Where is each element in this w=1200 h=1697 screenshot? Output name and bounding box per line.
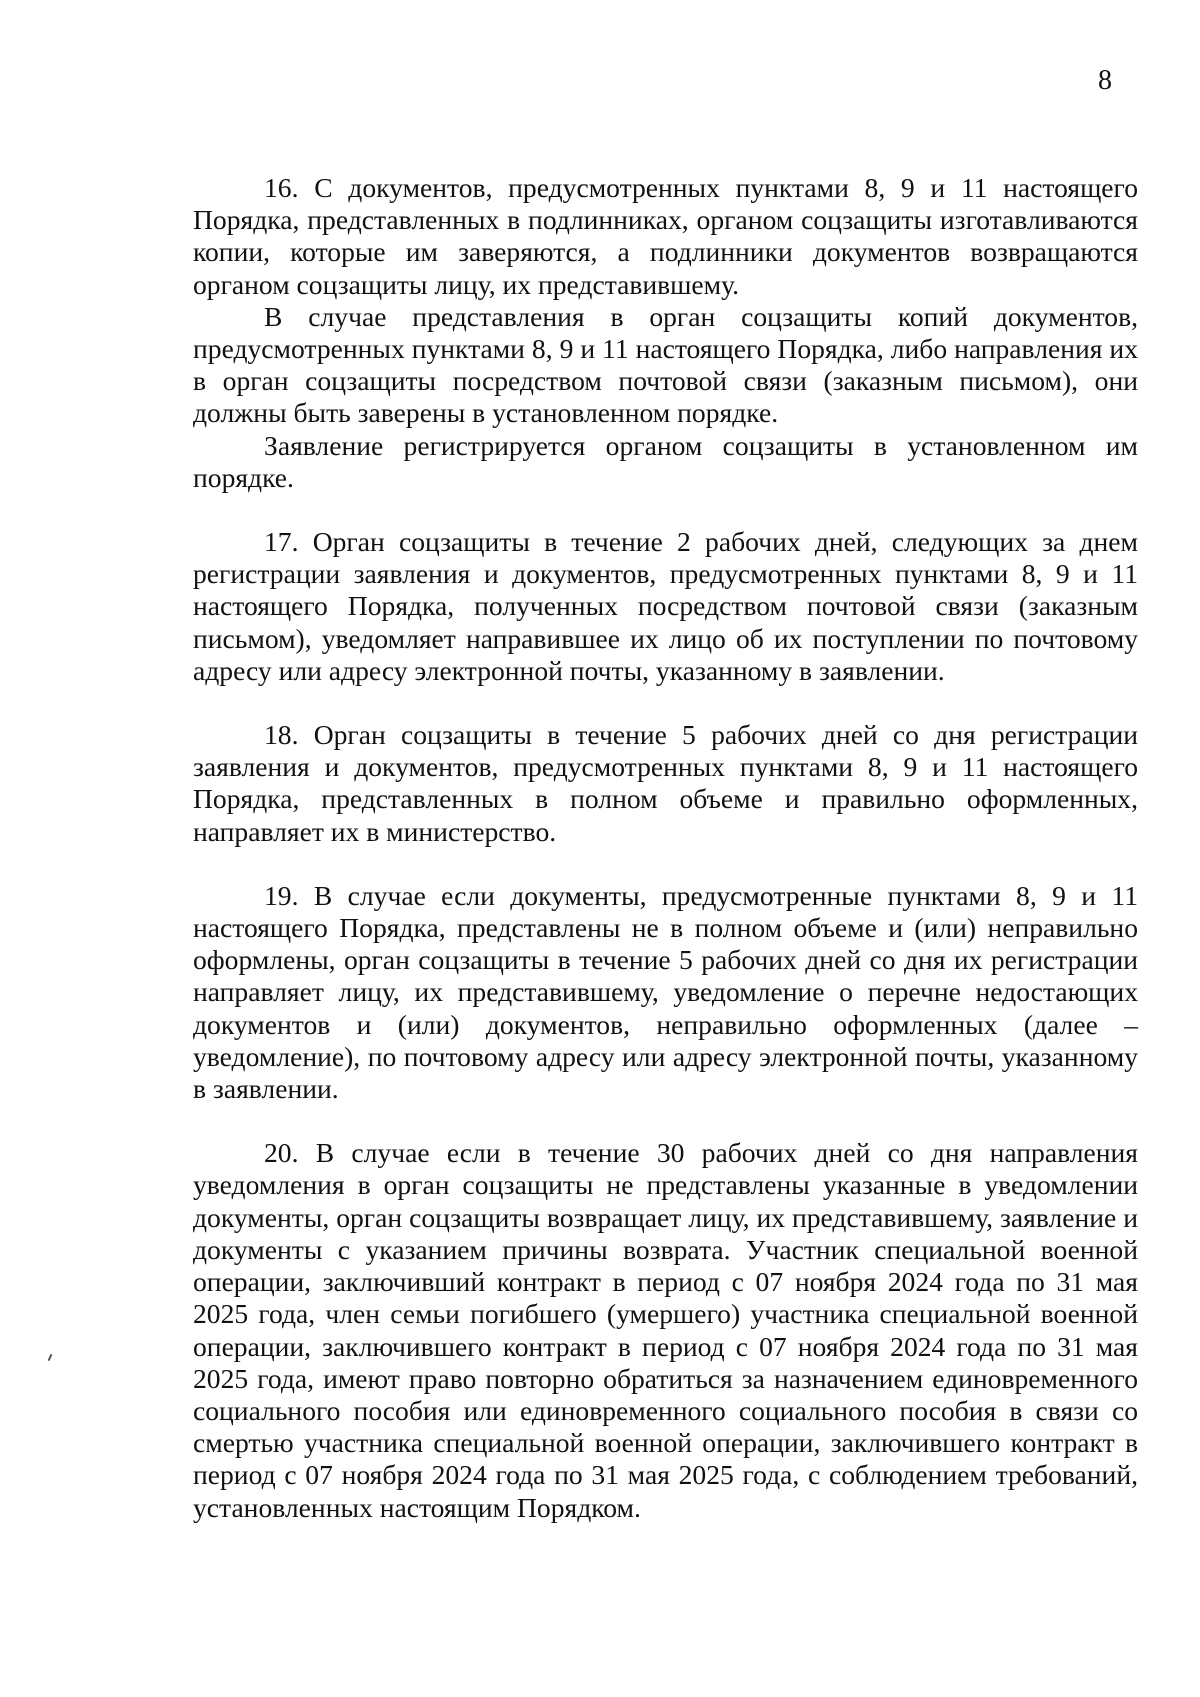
paragraph-19: 19. В случае если документы, предусмотренные пунктами 8, 9 и 11 настоящего Порядка, представлены не в полном объеме и (или) неправильно оформлены, орган соцзащиты в течение 5 рабочих дней со дня их регистрации направляет лицу, их представившему, уведомление о перечне недостающих документов и (или) документов, неправильно оформленных (далее – уведомление), по почтовому адресу или адресу электронной почты, указанному в заявлении.: [193, 879, 1138, 1105]
document-body: [193, 172, 1138, 1524]
paragraph-20: 20. В случае если в течение 30 рабочих дней со дня направления уведомления в орган соцзащиты не представлены указанные в уведомлении документы, орган соцзащиты возвращает лицу, их представившему, заявление и документы с указанием причины возврата. Участник специальной военной операции, заключивший контракт в период с 07 ноября 2024 года по 31 мая 2025 года, член семьи погибшего (умершего) участника специальной военной операции, заключившего контракт в период с 07 ноября 2024 года по 31 мая 2025 года, имеют право повторно обратиться за назначением единовременного социального пособия или единовременного социального пособия в связи со смертью участника специальной военной операции, заключившего контракт в период с 07 ноября 2024 года по 31 мая 2025 года, с соблюдением требований, установленных настоящим Порядком.: [193, 1137, 1138, 1523]
scan-speck: [48, 1354, 53, 1361]
paragraph-17: 17. Орган соцзащиты в течение 2 рабочих дней, следующих за днем регистрации заявления и документов, предусмотренных пунктами 8, 9 и 11 настоящего Порядка, полученных посредством почтовой связи (заказным письмом), уведомляет направившее их лицо об их поступлении по почтовому адресу или адресу электронной почты, указанному в заявлении.: [193, 526, 1138, 686]
page-number: 8: [1098, 65, 1112, 96]
paragraph-18: 18. Орган соцзащиты в течение 5 рабочих дней со дня регистрации заявления и документов, предусмотренных пунктами 8, 9 и 11 настоящего Порядка, представленных в полном объеме и правильно оформленных, направляет их в министерство.: [193, 719, 1138, 847]
paragraph-16-copies: В случае представления в орган соцзащиты копий документов, предусмотренных пунктами 8, 9 и 11 настоящего Порядка, либо направления их в орган соцзащиты посредством почтовой связи (заказным письмом), они должны быть заверены в установленном порядке.: [193, 300, 1138, 429]
paragraph-16: 16. С документов, предусмотренных пунктами 8, 9 и 11 настоящего Порядка, представленных в подлинниках, органом соцзащиты изготавливаются копии, которые им заверяются, а подлинники документов возвращаются органом соцзащиты лицу, их представившему.: [193, 172, 1138, 300]
paragraph-16-registration: Заявление регистрируется органом соцзащиты в установленном им порядке.: [193, 429, 1138, 493]
